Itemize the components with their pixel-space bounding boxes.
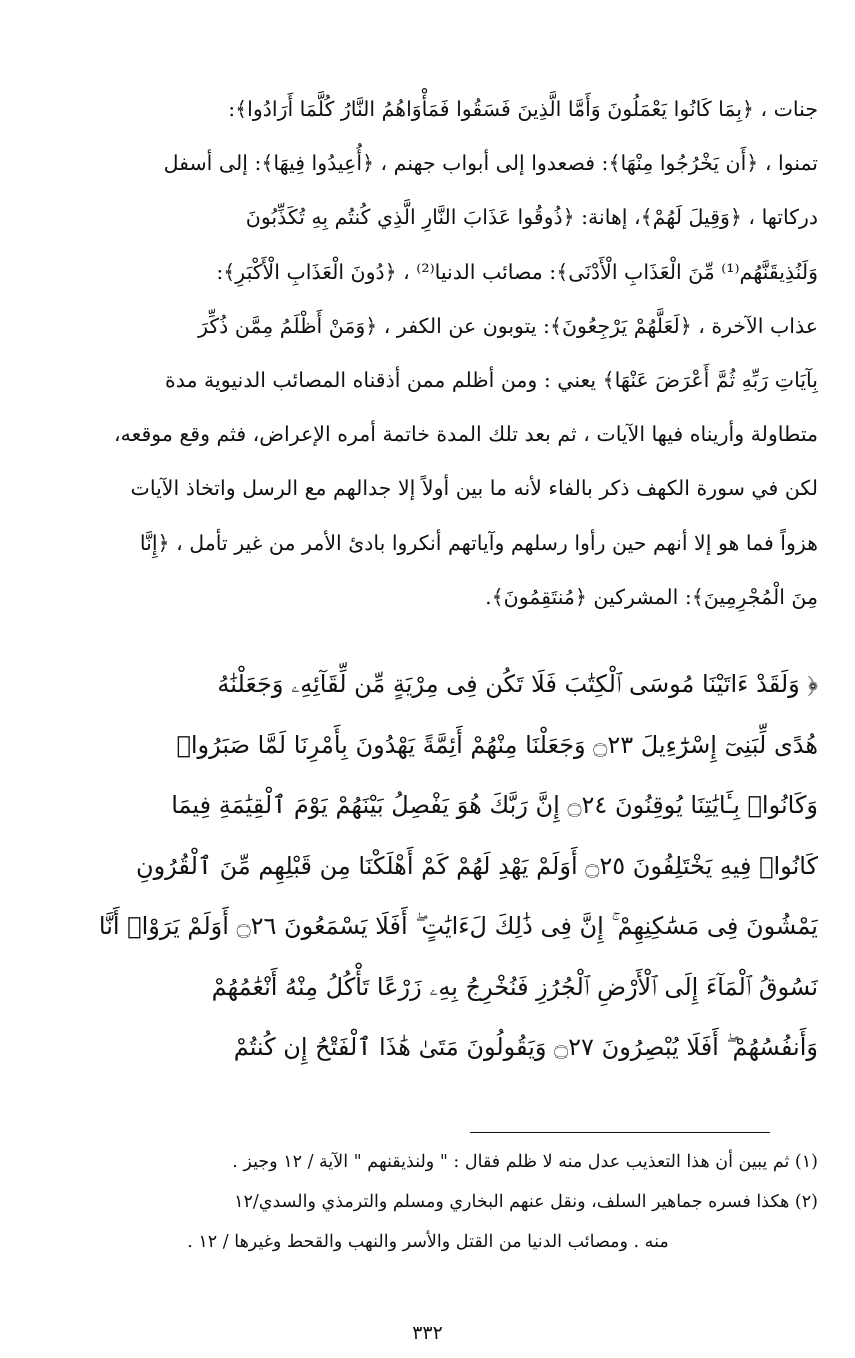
commentary-line: جنات ، ﴿بِمَا كَانُوا يَعْمَلُونَ وَأَمَّا الَّذِينَ فَسَقُوا فَمَأْوَاهُمُ النَّارُ كُلَّمَا أَرَادُوا﴾: <box>228 97 818 121</box>
commentary-line: وَلَنُذِيقَنَّهُم⁽¹⁾ مِّنَ الْعَذَابِ الْأَدْنَى﴾: مصائب الدنيا⁽²⁾ ، ﴿دُونَ الْعَذَابِ الْأَكْبَرِ﴾: <box>216 259 818 284</box>
verse-line: يَمْشُونَ فِى مَسَٰكِنِهِمْ ۚ إِنَّ فِى ذَٰلِكَ لَءَايَٰتٍ ۖ أَفَلَا يَسْمَعُونَ ۝٢٦ أَوَلَمْ يَرَوْا۟ أَنَّا <box>98 912 818 940</box>
verse-line: كَانُوا۟ فِيهِ يَخْتَلِفُونَ ۝٢٥ أَوَلَمْ يَهْدِ لَهُمْ كَمْ أَهْلَكْنَا مِن قَبْلِهِم مِّنَ ٱلْقُرُونِ <box>135 851 818 880</box>
commentary-line: متطاولة وأريناه فيها الآيات ، ثم بعد تلك المدة خاتمة أمره الإعراض، فثم وقع موقعه، <box>114 422 818 447</box>
footnote-line: (٢) هكذا فسره جماهير السلف، ونقل عنهم البخاري ومسلم والترمذي والسدي/١٢ <box>234 1192 818 1212</box>
commentary-line: لكن في سورة الكهف ذكر بالفاء لأنه ما بين أولاً إلا جدالهم مع الرسل واتخاذ الآيات <box>130 476 818 501</box>
verse-line: نَسُوقُ ٱلْمَآءَ إِلَى ٱلْأَرْضِ ٱلْجُرُزِ فَنُخْرِجُ بِهِۦ زَرْعًا تَأْكُلُ مِنْهُ أَنْعَٰمُهُمْ <box>211 972 818 1001</box>
commentary-line: بِآيَاتِ رَبِّهِ ثُمَّ أَعْرَضَ عَنْهَا﴾ يعني : ومن أظلم ممن أذقناه المصائب الدنيوية مدة <box>165 367 818 392</box>
commentary-line: عذاب الآخرة ، ﴿لَعَلَّهُمْ يَرْجِعُونَ﴾: يتوبون عن الكفر ، ﴿وَمَنْ أَظْلَمُ مِمَّن ذُكِّرَ <box>198 313 818 338</box>
page-number: ٣٣٢ <box>412 1322 443 1344</box>
verse-line: وَأَنفُسُهُمْ ۖ أَفَلَا يُبْصِرُونَ ۝٢٧ وَيَقُولُونَ مَتَىٰ هَٰذَا ٱلْفَتْحُ إِن كُنتُمْ <box>233 1033 818 1061</box>
commentary-line: مِنَ الْمُجْرِمِينَ﴾: المشركين ﴿مُنتَقِمُونَ﴾. <box>485 584 818 609</box>
footnote-line: (١) ثم يبين أن هذا التعذيب عدل منه لا ظلم فقال : " ولنذيقنهم " الآية / ١٢ وجيز . <box>232 1152 818 1172</box>
commentary-line: دركاتها ، ﴿وَقِيلَ لَهُمْ﴾، إهانة: ﴿ذُوقُوا عَذَابَ النَّارِ الَّذِي كُنتُم بِهِ تُكَذِّبُونَ <box>245 205 818 230</box>
footnotes <box>38 1142 818 1262</box>
verse-line: ﴿ وَلَقَدْ ءَاتَيْنَا مُوسَى ٱلْكِتَٰبَ فَلَا تَكُن فِى مِرْيَةٍ مِّن لِّقَآئِهِۦ وَجَعَلْنَٰهُ <box>217 670 818 698</box>
commentary-line: هزواً فما هو إلا أنهم حين رأوا رسلهم وآياتهم أنكروا بادئ الأمر من غير تأمل ، ﴿إِنَّا <box>139 530 818 555</box>
verse-line: وَكَانُوا۟ بِـَٔايَٰتِنَا يُوقِنُونَ ۝٢٤ إِنَّ رَبَّكَ هُوَ يَفْصِلُ بَيْنَهُمْ يَوْمَ ٱلْقِيَٰمَةِ فِيمَا <box>171 791 818 819</box>
commentary-line: تمنوا ، ﴿أَن يَخْرُجُوا مِنْهَا﴾: فصعدوا إلى أبواب جهنم ، ﴿أُعِيدُوا فِيهَا﴾: إلى أسفل <box>163 151 818 176</box>
commentary-text <box>38 82 818 624</box>
quran-verses <box>38 654 818 1078</box>
verse-line: هُدًى لِّبَنِىٓ إِسْرَٰٓءِيلَ ۝٢٣ وَجَعَلْنَا مِنْهُمْ أَئِمَّةً يَهْدُونَ بِأَمْرِنَا لَمَّا صَبَرُوا۟ <box>176 730 818 759</box>
footnote-divider <box>470 1132 770 1133</box>
footnote-line: منه . ومصائب الدنيا من القتل والأسر والنهب والقحط وغيرها / ١٢ . <box>187 1232 669 1252</box>
